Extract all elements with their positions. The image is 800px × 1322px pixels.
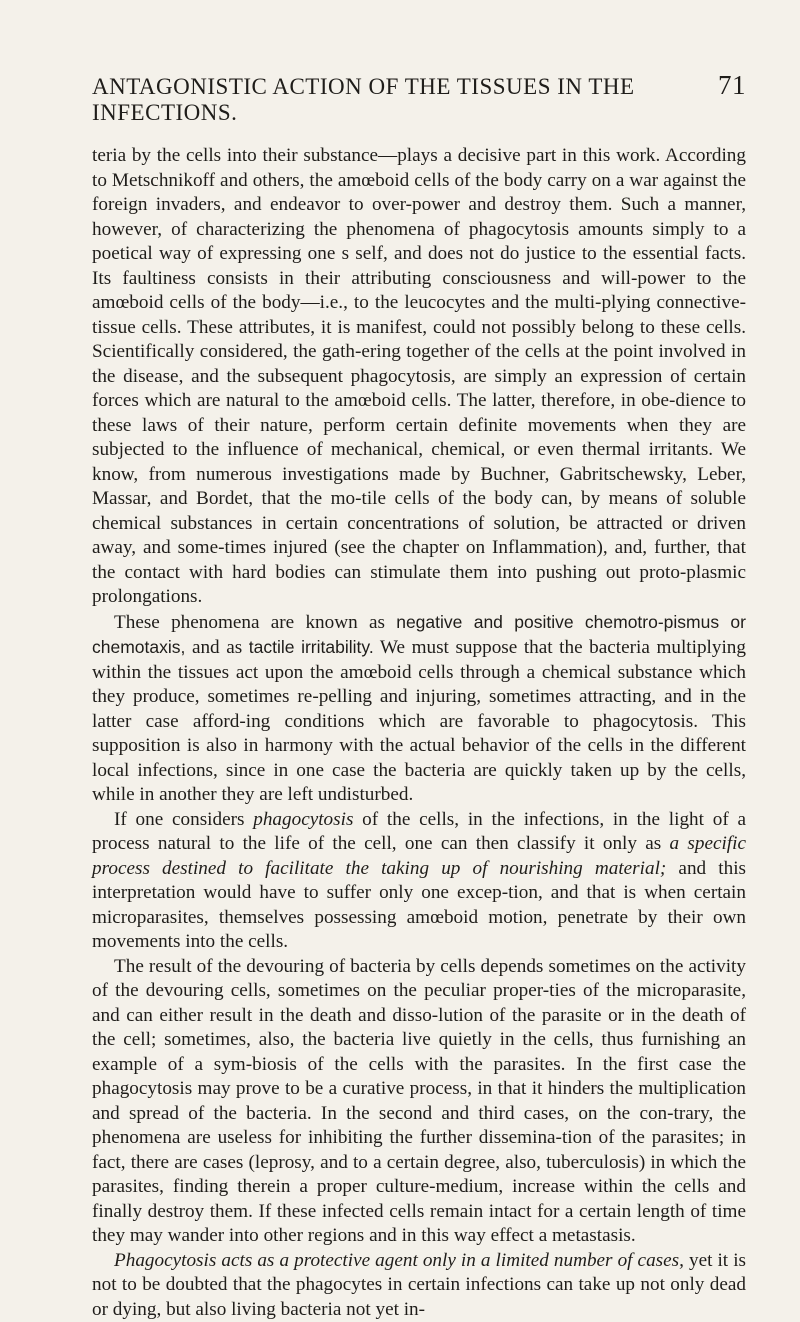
term-chemotaxis: negative and positive chemotro-pismus or chemotaxis,	[92, 612, 746, 658]
paragraph-1: teria by the cells into their substance—plays a decisive part in this work. According to Metschnikoff and others, the amœboid cells of the body carry on a war against the foreign invaders, and endeavor to over-power and destroy them. Such a manner, however, of characterizing the phenomena of phagocytosis amounts simply to a poetical way of expressing one s self, and does not do justice to the essential facts. Its faultiness consists in their attributing consciousness and will-power to the amœboid cells of the body—i.e., to the leucocytes and the multi-plying connective-tissue cells. These attributes, it is manifest, could not possibly belong to these cells. Scientifically considered, the gath-ering together of the cells at the point involved in the disease, and the subsequent phagocytosis, are simply an expression of certain forces which are natural to the amœboid cells. The latter, therefore, in obe-dience to these laws of their nature, perform certain definite movements when they are subjected to the influence of mechanical, chemical, or even thermal irritants. We know, from numerous investigations made by Buchner, Gabritschewsky, Leber, Massar, and Bordet, that the mo-tile cells of the body can, by means of soluble chemical substances in certain concentrations of solution, be attracted or driven away, and some-times injured (see the chapter on Inflammation), and, further, that the contact with hard bodies can stimulate them into pushing out proto-plasmic prolongations.	[92, 144, 746, 610]
body-text	[92, 144, 746, 1322]
p2-text-c: We must suppose that the bacteria multiplying within the tissues act upon the amœboid cells through a chemical substance which they produce, sometimes re-pelling and injuring, sometimes attracting, and in the latter case afford-ing conditions which are favorable to phagocytosis. This supposition is also in harmony with the actual behavior of the cells in the different local infections, since in one case the bacteria are quickly taken up by the cells, while in another they are left undisturbed.	[92, 637, 746, 805]
p3-text-c: and this interpretation would have to suffer only one excep-tion, and that is when certain microparasites, themselves possessing amœboid motion, penetrate by their own movements into the cells.	[92, 858, 746, 953]
p2-text-b: and as	[185, 637, 248, 658]
p5-text: yet it is not to be doubted that the phagocytes in certain infections can take up not only dead or dying, but also living bacteria not yet in-	[92, 1250, 746, 1320]
book-page	[92, 70, 746, 1322]
page-number: 71	[718, 70, 746, 101]
paragraph-2	[92, 610, 746, 808]
p2-text-a: These phenomena are known as	[114, 612, 396, 633]
p3-text-a: If one considers	[114, 809, 253, 830]
p3-text-b: of the cells, in the infections, in the light of a process natural to the life of the cell, one can then classify it only as	[92, 809, 746, 855]
paragraph-5	[92, 1249, 746, 1322]
paragraph-3	[92, 808, 746, 955]
p3-emphasis-phagocytosis: phagocytosis	[253, 809, 353, 830]
p3-emphasis-specific-process: a specific process destined to facilitate the taking up of nourishing material;	[92, 833, 746, 879]
paragraph-4: The result of the devouring of bacteria by cells depends sometimes on the activity of the devouring cells, sometimes on the peculiar proper-ties of the microparasite, and can either result in the death and disso-lution of the parasite or in the death of the cell; sometimes, also, the bacteria live quietly in the cells, thus furnishing an example of a sym-biosis of the cells with the parasites. In the first case the phagocytosis may prove to be a curative process, in that it hinders the multiplication and spread of the bacteria. In the second and third cases, on the con-trary, the phenomena are useless for inhibiting the further dissemina-tion of the parasites; in fact, there are cases (leprosy, and to a certain degree, also, tuberculosis) in which the parasites, finding therein a proper culture-medium, increase within the cells and finally destroy them. If these infected cells remain intact for a certain length of time they may wander into other regions and in this way effect a metastasis.	[92, 955, 746, 1249]
running-header	[92, 70, 746, 126]
running-title: ANTAGONISTIC ACTION OF THE TISSUES IN THE INFECTIONS.	[92, 74, 718, 126]
term-tactile-irritability: tactile irritability.	[249, 637, 374, 657]
p5-emphasis: Phagocytosis acts as a protective agent only in a limited number of cases,	[114, 1250, 684, 1271]
